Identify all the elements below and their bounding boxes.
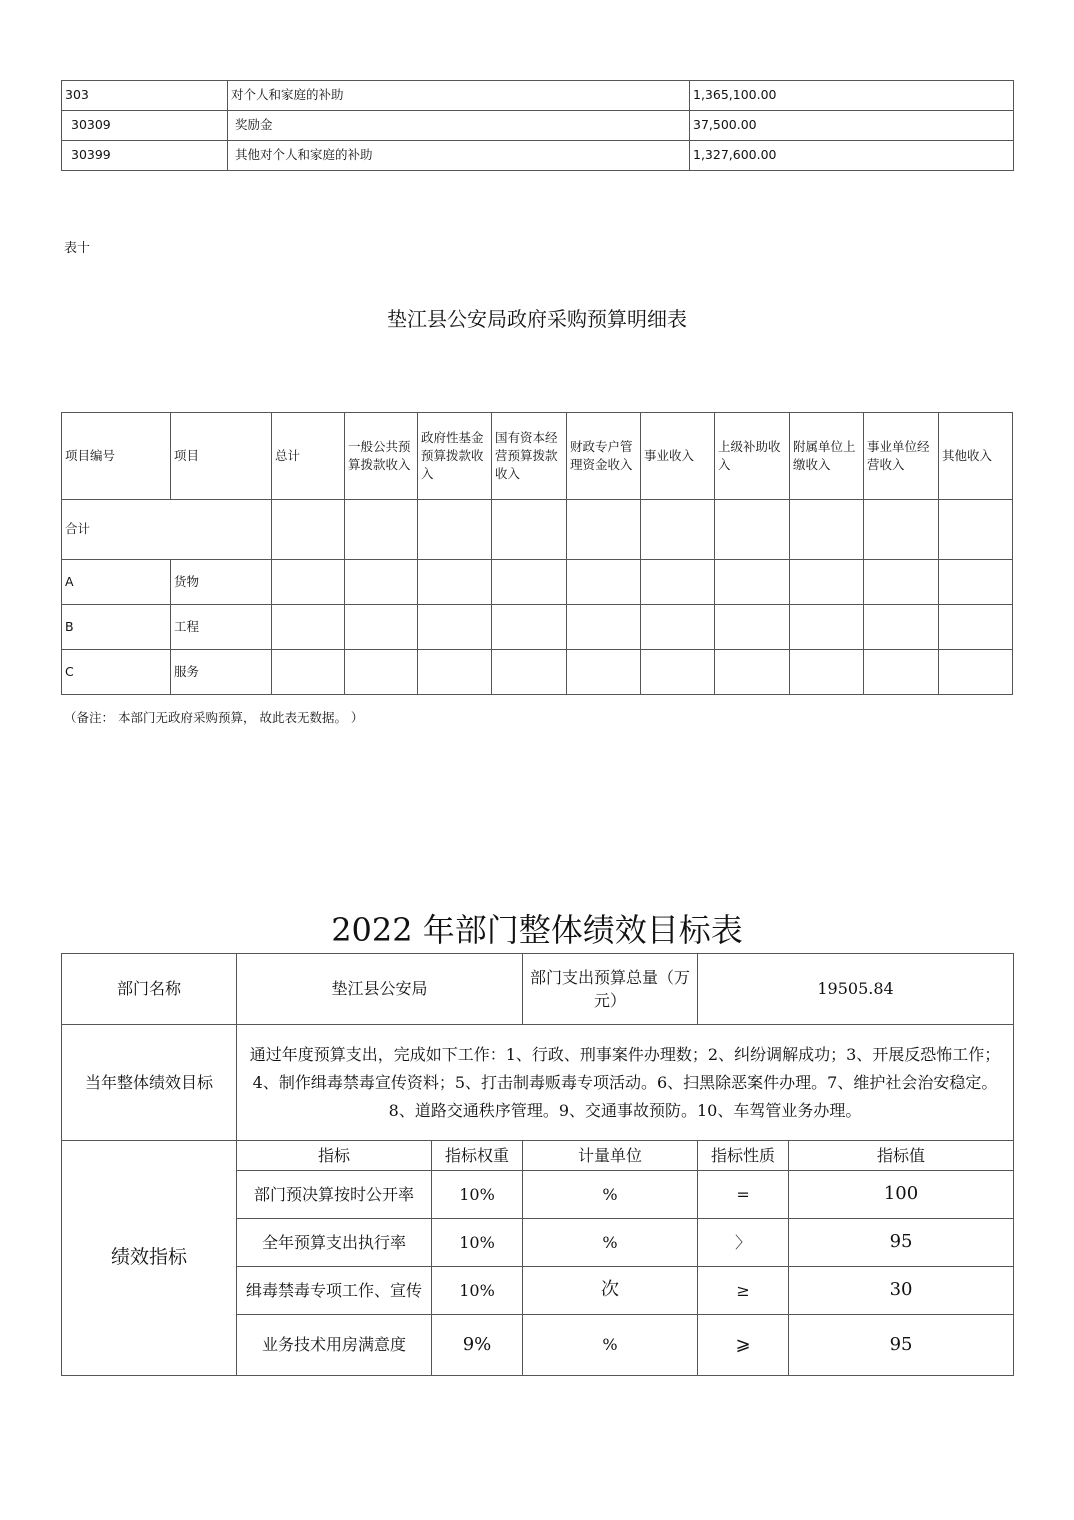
indicator-name: 部门预决算按时公开率 — [237, 1171, 432, 1219]
indicator-unit: % — [523, 1171, 698, 1219]
procurement-note: （备注： 本部门无政府采购预算， 故此表无数据。 ） — [64, 710, 364, 725]
empty-cell — [418, 500, 492, 560]
indicator-unit: 次 — [523, 1267, 698, 1315]
empty-cell — [567, 560, 641, 605]
dept-name: 垫江县公安局 — [237, 954, 523, 1025]
empty-cell — [641, 605, 715, 650]
empty-cell — [790, 605, 864, 650]
empty-cell — [418, 560, 492, 605]
indicator-value: 95 — [789, 1219, 1014, 1267]
empty-cell — [790, 650, 864, 695]
performance-table — [61, 953, 1014, 1376]
performance-title: 2022 年部门整体绩效目标表 — [331, 911, 743, 949]
row-code: A — [62, 560, 171, 605]
row-name: 其他对个人和家庭的补助 — [228, 141, 690, 171]
column-header: 国有资本经营预算拨款收入 — [492, 413, 567, 500]
header-row — [62, 413, 1013, 500]
budget-table — [61, 80, 1014, 171]
indicator-weight: 10% — [432, 1267, 523, 1315]
dept-name-label: 部门名称 — [62, 954, 237, 1025]
row-code: 30399 — [62, 141, 228, 171]
empty-cell — [418, 605, 492, 650]
column-header: 项目编号 — [62, 413, 171, 500]
column-header: 一般公共预算拨款收入 — [345, 413, 418, 500]
column-header: 计量单位 — [523, 1141, 698, 1171]
empty-cell — [345, 560, 418, 605]
budget-total-label: 部门支出预算总量（万元） — [523, 954, 698, 1025]
empty-cell — [939, 560, 1013, 605]
goal-row — [62, 1025, 1014, 1141]
row-code: 303 — [62, 81, 228, 111]
empty-cell — [345, 500, 418, 560]
column-header: 事业收入 — [641, 413, 715, 500]
column-header: 政府性基金预算拨款收入 — [418, 413, 492, 500]
empty-cell — [715, 500, 790, 560]
table-row — [62, 650, 1013, 695]
empty-cell — [864, 650, 939, 695]
column-header: 项目 — [171, 413, 272, 500]
indicator-value: 95 — [789, 1315, 1014, 1376]
column-header: 其他收入 — [939, 413, 1013, 500]
table-row — [62, 605, 1013, 650]
indicator-weight: 9% — [432, 1315, 523, 1376]
empty-cell — [641, 500, 715, 560]
indicator-unit: % — [523, 1315, 698, 1376]
empty-cell — [641, 560, 715, 605]
table-row — [62, 81, 1014, 111]
table-row — [62, 141, 1014, 171]
total-row — [62, 500, 1013, 560]
empty-cell — [492, 560, 567, 605]
row-amount: 1,327,600.00 — [690, 141, 1014, 171]
budget-total: 19505.84 — [698, 954, 1014, 1025]
row-amount: 37,500.00 — [690, 111, 1014, 141]
goal-label: 当年整体绩效目标 — [62, 1025, 237, 1141]
column-header: 指标 — [237, 1141, 432, 1171]
table-row — [62, 560, 1013, 605]
empty-cell — [939, 500, 1013, 560]
empty-cell — [939, 605, 1013, 650]
row-code: 30309 — [62, 111, 228, 141]
indicator-label: 绩效指标 — [62, 1141, 237, 1376]
row-name: 服务 — [171, 650, 272, 695]
indicator-nature: = — [698, 1171, 789, 1219]
indicator-nature: ⩾ — [698, 1315, 789, 1376]
table-number-label: 表十 — [64, 241, 91, 256]
empty-cell — [492, 500, 567, 560]
indicator-unit: % — [523, 1219, 698, 1267]
empty-cell — [790, 500, 864, 560]
row-amount: 1,365,100.00 — [690, 81, 1014, 111]
dept-row — [62, 954, 1014, 1025]
table-row — [62, 111, 1014, 141]
empty-cell — [272, 650, 345, 695]
goal-text: 通过年度预算支出，完成如下工作：1、行政、刑事案件办理数；2、纠纷调解成功；3、开展反恐怖工作；4、制作缉毒禁毒宣传资料；5、打击制毒贩毒专项活动。6、扫黑除恶案件办理。7、维护社会治安稳定。8、道路交通秩序管理。9、交通事故预防。10、车驾管业务办理。 — [237, 1025, 1014, 1141]
procurement-title: 垫江县公安局政府采购预算明细表 — [387, 307, 687, 331]
total-label: 合计 — [62, 500, 272, 560]
empty-cell — [864, 500, 939, 560]
indicator-value: 100 — [789, 1171, 1014, 1219]
empty-cell — [492, 650, 567, 695]
column-header: 指标权重 — [432, 1141, 523, 1171]
empty-cell — [567, 650, 641, 695]
procurement-table — [61, 412, 1013, 695]
indicator-header-row — [62, 1141, 1014, 1171]
row-code: C — [62, 650, 171, 695]
row-name: 对个人和家庭的补助 — [228, 81, 690, 111]
column-header: 财政专户管理资金收入 — [567, 413, 641, 500]
empty-cell — [567, 500, 641, 560]
column-header: 指标性质 — [698, 1141, 789, 1171]
indicator-weight: 10% — [432, 1171, 523, 1219]
indicator-nature: ≥ — [698, 1267, 789, 1315]
empty-cell — [715, 605, 790, 650]
indicator-nature: 〉 — [698, 1219, 789, 1267]
empty-cell — [272, 605, 345, 650]
column-header: 事业单位经营收入 — [864, 413, 939, 500]
empty-cell — [492, 605, 567, 650]
indicator-name: 业务技术用房满意度 — [237, 1315, 432, 1376]
empty-cell — [345, 605, 418, 650]
column-header: 总计 — [272, 413, 345, 500]
indicator-name: 缉毒禁毒专项工作、宣传 — [237, 1267, 432, 1315]
empty-cell — [345, 650, 418, 695]
row-name: 货物 — [171, 560, 272, 605]
indicator-name: 全年预算支出执行率 — [237, 1219, 432, 1267]
indicator-value: 30 — [789, 1267, 1014, 1315]
empty-cell — [272, 500, 345, 560]
row-name: 工程 — [171, 605, 272, 650]
row-name: 奖励金 — [228, 111, 690, 141]
empty-cell — [715, 560, 790, 605]
empty-cell — [939, 650, 1013, 695]
column-header: 上级补助收入 — [715, 413, 790, 500]
empty-cell — [790, 560, 864, 605]
empty-cell — [418, 650, 492, 695]
indicator-weight: 10% — [432, 1219, 523, 1267]
row-code: B — [62, 605, 171, 650]
column-header: 附属单位上缴收入 — [790, 413, 864, 500]
empty-cell — [272, 560, 345, 605]
empty-cell — [715, 650, 790, 695]
empty-cell — [567, 605, 641, 650]
column-header: 指标值 — [789, 1141, 1014, 1171]
empty-cell — [864, 560, 939, 605]
empty-cell — [641, 650, 715, 695]
empty-cell — [864, 605, 939, 650]
